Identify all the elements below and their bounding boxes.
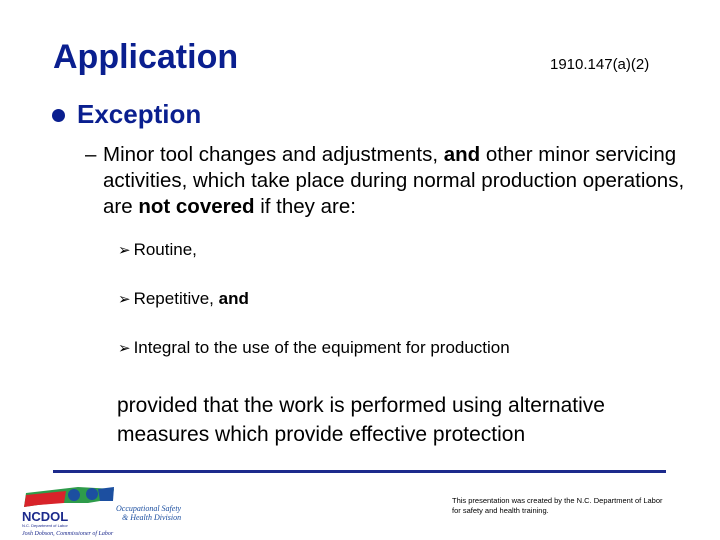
proviso-text: provided that the work is performed using alternative measures which provide effective protection xyxy=(117,394,605,446)
bullet-exception xyxy=(52,99,201,130)
exception-text-part2: other minor servicing activities, which take place during normal production operations, are xyxy=(103,143,685,218)
svg-text:Josh Dobson, Commissioner of L: Josh Dobson, Commissioner of Labor xyxy=(22,531,114,537)
exception-description xyxy=(85,142,685,220)
bullet-label: Exception xyxy=(77,99,202,129)
ncdol-logo xyxy=(18,481,208,537)
sub-item-bold: and xyxy=(218,289,249,308)
arrow-bullet-icon: ➢ xyxy=(118,340,131,357)
slide-title: Application xyxy=(53,38,239,76)
arrow-bullet-icon: ➢ xyxy=(118,242,131,259)
arrow-bullet-icon: ➢ xyxy=(118,291,131,308)
footer-credit: This presentation was created by the N.C. Department of Labor for safety and health training. xyxy=(452,496,663,515)
dash-icon: – xyxy=(85,143,97,166)
bullet-dot-icon xyxy=(52,109,65,122)
sub-item-text: Routine, xyxy=(133,240,197,259)
sub-item-text: Integral to the use of the equipment for production xyxy=(133,338,510,357)
svg-text:NCDOL: NCDOL xyxy=(22,509,69,524)
sub-item-repetitive xyxy=(118,289,249,309)
standard-reference: 1910.147(a)(2) xyxy=(550,56,650,73)
exception-text-bold-not-covered: not covered xyxy=(138,195,255,218)
exception-text xyxy=(103,142,685,220)
exception-text-bold-and: and xyxy=(443,143,481,166)
exception-text-part3: if they are: xyxy=(254,195,356,218)
sub-item-routine xyxy=(118,240,197,260)
svg-text:Occupational Safety: Occupational Safety xyxy=(116,504,182,513)
sub-item-integral xyxy=(118,338,510,358)
sub-item-text: Repetitive, xyxy=(133,289,219,308)
footer-divider xyxy=(53,470,666,473)
svg-text:N.C. Department of Labor: N.C. Department of Labor xyxy=(22,523,68,528)
svg-text:& Health Division: & Health Division xyxy=(122,513,182,522)
exception-text-part1: Minor tool changes and adjustments, xyxy=(103,143,444,166)
